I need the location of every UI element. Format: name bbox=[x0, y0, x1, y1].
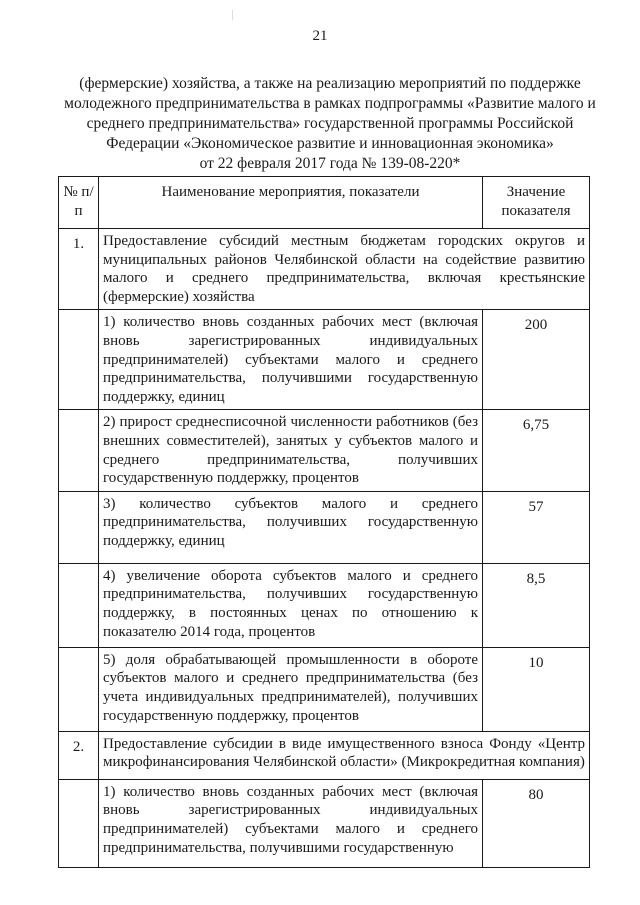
indicator-text: 3) количество субъектов малого и среднего предпринимательства, получивших государственную поддержку, единиц bbox=[99, 491, 483, 563]
page-number: 21 bbox=[312, 28, 328, 44]
header-value: Значение показателя bbox=[483, 177, 590, 229]
table-header-row bbox=[59, 177, 590, 229]
indicator-value: 57 bbox=[483, 491, 590, 563]
table-row bbox=[59, 779, 590, 867]
indicators-table bbox=[58, 176, 590, 868]
row-num: 1. bbox=[59, 229, 99, 310]
indicator-value: 80 bbox=[483, 779, 590, 867]
table-row bbox=[59, 310, 590, 410]
table-row bbox=[59, 731, 590, 779]
row-num bbox=[59, 310, 99, 410]
table-row bbox=[59, 647, 590, 731]
table-row bbox=[59, 563, 590, 647]
table-row bbox=[59, 410, 590, 491]
heading-line: (фермерские) хозяйства, а также на реализацию мероприятий по поддержке bbox=[79, 75, 581, 92]
row-num bbox=[59, 410, 99, 491]
header-num: № п/п bbox=[59, 177, 99, 229]
section-text: Предоставление субсидий местным бюджетам городских округов и муниципальных районов Челябинской области на содействие развитию малого и среднего предпринимательства, включая крестьянские (фермерские) хозяйства bbox=[99, 229, 590, 310]
row-num bbox=[59, 563, 99, 647]
row-num: 2. bbox=[59, 731, 99, 779]
heading-line: молодежного предпринимательства в рамках подпрограммы «Развитие малого и bbox=[64, 95, 596, 112]
heading-line: среднего предпринимательства» государственной программы Российской bbox=[86, 115, 574, 132]
row-num bbox=[59, 779, 99, 867]
row-num bbox=[59, 647, 99, 731]
heading-line: Федерации «Экономическое развитие и инновационная экономика» bbox=[106, 135, 554, 152]
heading-line: от 22 февраля 2017 года № 139-08-220* bbox=[199, 155, 461, 172]
indicator-value: 8,5 bbox=[483, 563, 590, 647]
section-text: Предоставление субсидии в виде имущественного взноса Фонду «Центр микрофинансирования Челябинской области» (Микрокредитная компания) bbox=[99, 731, 590, 779]
indicator-value: 200 bbox=[483, 310, 590, 410]
indicator-text: 2) прирост среднесписочной численности работников (без внешних совместителей), занятых у субъектов малого и среднего предпринимательства, получивших государственную поддержку, процентов bbox=[99, 410, 483, 491]
indicator-text: 4) увеличение оборота субъектов малого и среднего предпринимательства, получивших государственную поддержку, в постоянных ценах по отношению к показателю 2014 года, процентов bbox=[99, 563, 483, 647]
header-name: Наименование мероприятия, показатели bbox=[99, 177, 483, 229]
scan-mark bbox=[232, 10, 233, 20]
table-row bbox=[59, 491, 590, 563]
indicator-value: 10 bbox=[483, 647, 590, 731]
indicator-text: 5) доля обрабатывающей промышленности в обороте субъектов малого и среднего предпринимательства (без учета индивидуальных предпринимателей), получивших государственную поддержку, процентов bbox=[99, 647, 483, 731]
document-heading bbox=[60, 74, 600, 174]
indicator-value: 6,75 bbox=[483, 410, 590, 491]
table-row bbox=[59, 229, 590, 310]
indicator-text: 1) количество вновь созданных рабочих мест (включая вновь зарегистрированных индивидуальных предпринимателей) субъектами малого и среднего предпринимательства, получившими государственную bbox=[99, 779, 483, 867]
indicator-text: 1) количество вновь созданных рабочих мест (включая вновь зарегистрированных индивидуальных предпринимателей) субъектами малого и среднего предпринимательства, получившими государственную поддержку, единиц bbox=[99, 310, 483, 410]
row-num bbox=[59, 491, 99, 563]
